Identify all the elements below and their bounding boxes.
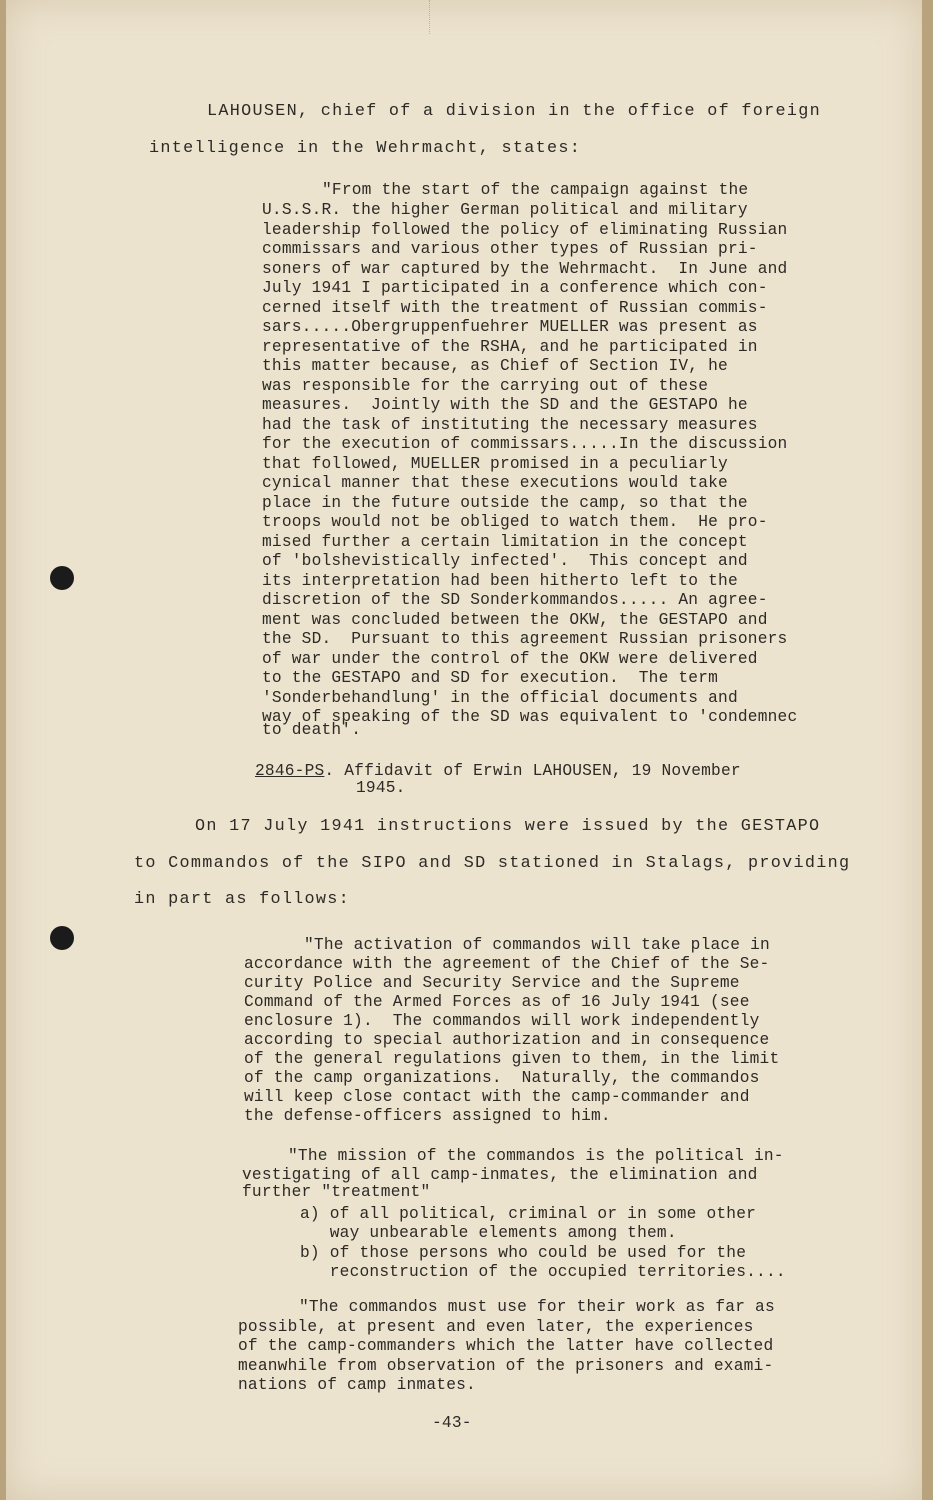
quote-line: "The mission of the commandos is the political in- <box>288 1147 784 1165</box>
quote-line: soners of war captured by the Wehrmacht. In June and <box>262 260 788 278</box>
document-page <box>6 0 922 1500</box>
quote-line: this matter because, as Chief of Section IV, he <box>262 357 728 375</box>
quote-line: for the execution of commissars.....In the discussion <box>262 435 788 453</box>
citation-year: 1945. <box>356 779 406 797</box>
list-item: reconstruction of the occupied territories.... <box>300 1263 786 1281</box>
quote-line: further "treatment" <box>242 1183 431 1201</box>
quote-line: to death'. <box>262 721 362 739</box>
quote-line: discretion of the SD Sonderkommandos..... An agree- <box>262 591 768 609</box>
punch-hole <box>50 566 74 590</box>
quote-line: way of speaking of the SD was equivalent to 'condemnec <box>262 708 798 726</box>
quote-line: had the task of instituting the necessary measures <box>262 416 758 434</box>
quote-line: the defense-officers assigned to him. <box>244 1107 611 1125</box>
citation-text: . Affidavit of Erwin LAHOUSEN, 19 November <box>324 762 741 780</box>
quote-line: accordance with the agreement of the Chief of the Se- <box>244 955 770 973</box>
quote-line: cynical manner that these executions would take <box>262 474 728 492</box>
quote-line: enclosure 1). The commandos will work independently <box>244 1012 760 1030</box>
quote-line: place in the future outside the camp, so that the <box>262 494 748 512</box>
quote-line: according to special authorization and in consequence <box>244 1031 770 1049</box>
quote-line: leadership followed the policy of eliminating Russian <box>262 221 788 239</box>
list-item: a) of all political, criminal or in some other <box>300 1205 757 1223</box>
quote-line: "The activation of commandos will take place in <box>304 936 770 954</box>
page-number: -43- <box>432 1414 472 1432</box>
citation-ref: 2846-PS <box>255 762 325 780</box>
quote-line: 'Sonderbehandlung' in the official documents and <box>262 689 738 707</box>
intro-line: LAHOUSEN, chief of a division in the office of foreign <box>207 102 822 121</box>
intro-line: intelligence in the Wehrmacht, states: <box>149 139 582 158</box>
quote-line: commissars and various other types of Russian pri- <box>262 240 758 258</box>
quote-line: of war under the control of the OKW were delivered <box>262 650 758 668</box>
quote-line: will keep close contact with the camp-commander and <box>244 1088 750 1106</box>
quote-line: "The commandos must use for their work as far as <box>299 1298 775 1316</box>
quote-line: ment was concluded between the OKW, the GESTAPO and <box>262 611 768 629</box>
quote-line: to the GESTAPO and SD for execution. The term <box>262 669 719 687</box>
list-item: b) of those persons who could be used for the <box>300 1244 747 1262</box>
quote-line: U.S.S.R. the higher German political and military <box>262 201 748 219</box>
quote-line: sars.....Obergruppenfuehrer MUELLER was present as <box>262 318 758 336</box>
quote-line: of 'bolshevistically infected'. This concept and <box>262 552 748 570</box>
list-item: way unbearable elements among them. <box>300 1224 677 1242</box>
quote-line: of the camp-commanders which the latter have collected <box>238 1337 774 1355</box>
punch-hole <box>50 926 74 950</box>
quote-line: cerned itself with the treatment of Russian commis- <box>262 299 768 317</box>
quote-line: nations of camp inmates. <box>238 1376 476 1394</box>
quote-line: mised further a certain limitation in the concept <box>262 533 748 551</box>
quote-line: possible, at present and even later, the experiences <box>238 1318 754 1336</box>
quote-line: that followed, MUELLER promised in a peculiarly <box>262 455 728 473</box>
quote-line: vestigating of all camp-inmates, the elimination and <box>242 1166 758 1184</box>
quote-line: troops would not be obliged to watch them. He pro- <box>262 513 768 531</box>
quote-line: Command of the Armed Forces as of 16 July 1941 (see <box>244 993 750 1011</box>
staple-mark <box>429 0 450 34</box>
citation-line <box>255 761 741 781</box>
quote-line: representative of the RSHA, and he participated in <box>262 338 758 356</box>
quote-line: measures. Jointly with the SD and the GESTAPO he <box>262 396 748 414</box>
quote-line: was responsible for the carrying out of these <box>262 377 709 395</box>
quote-line: curity Police and Security Service and the Supreme <box>244 974 740 992</box>
quote-line: "From the start of the campaign against the <box>322 181 749 199</box>
body-line: to Commandos of the SIPO and SD stationed in Stalags, providing <box>134 854 851 873</box>
quote-line: its interpretation had been hitherto left to the <box>262 572 738 590</box>
body-line: On 17 July 1941 instructions were issued by the GESTAPO <box>195 817 821 836</box>
quote-line: the SD. Pursuant to this agreement Russian prisoners <box>262 630 788 648</box>
body-line: in part as follows: <box>134 890 351 909</box>
quote-line: of the camp organizations. Naturally, the commandos <box>244 1069 760 1087</box>
quote-line: of the general regulations given to them, in the limit <box>244 1050 780 1068</box>
quote-line: July 1941 I participated in a conference which con- <box>262 279 768 297</box>
quote-line: meanwhile from observation of the prisoners and exami- <box>238 1357 774 1375</box>
